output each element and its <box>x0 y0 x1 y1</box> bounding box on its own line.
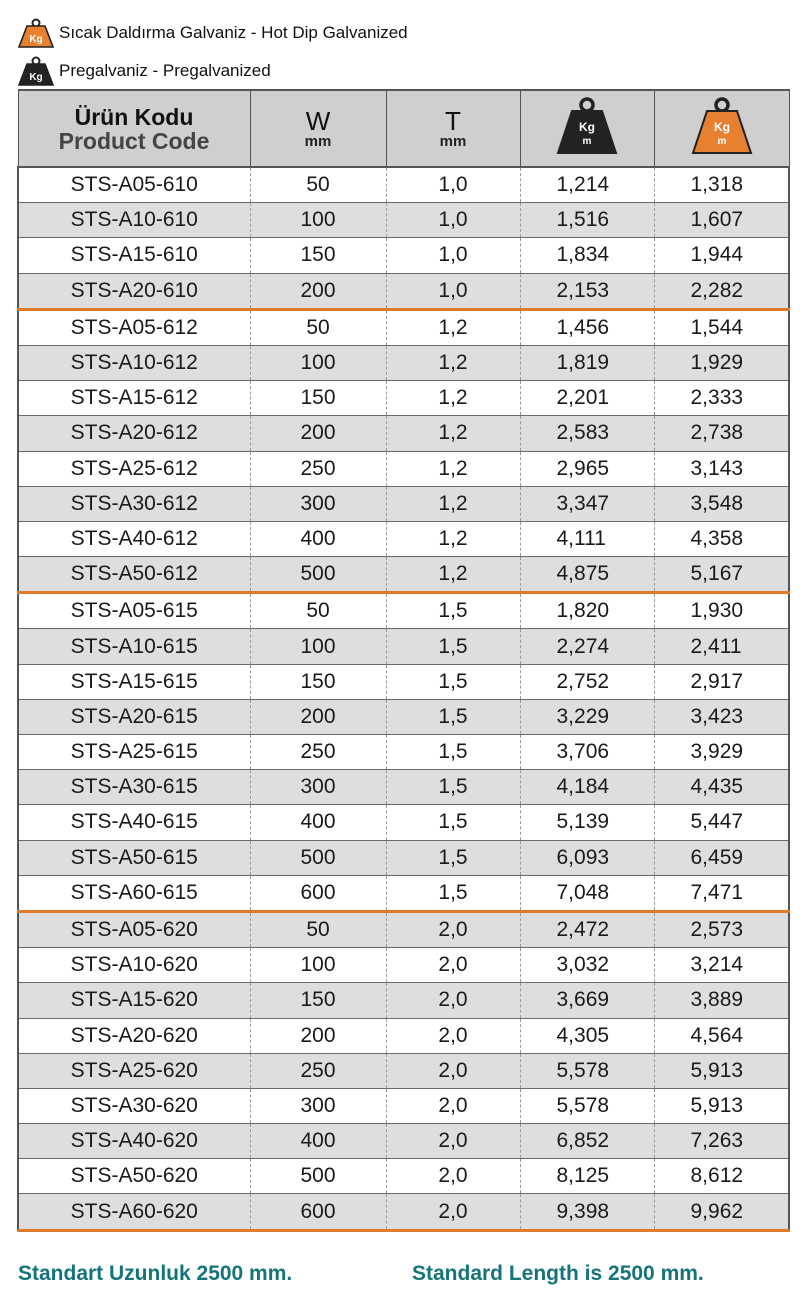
table-row <box>18 1159 789 1194</box>
cell-product-code: STS-A15-620 <box>18 983 250 1018</box>
cell-width: 100 <box>250 948 386 983</box>
cell-hot-dip-weight: 4,358 <box>654 521 789 556</box>
cell-thickness: 1,5 <box>386 629 520 664</box>
cell-product-code: STS-A40-612 <box>18 521 250 556</box>
cell-width: 50 <box>250 911 386 947</box>
cell-thickness: 1,2 <box>386 381 520 416</box>
svg-text:Kg: Kg <box>29 72 43 83</box>
cell-pregalvanized-weight: 2,472 <box>520 911 654 947</box>
table-row <box>18 770 789 805</box>
legend-hot-dip-label: Sıcak Daldırma Galvaniz - Hot Dip Galvanized <box>59 23 408 42</box>
header-pregalvanized-weight <box>520 90 654 167</box>
cell-pregalvanized-weight: 2,752 <box>520 664 654 699</box>
orange-weight-icon <box>16 18 56 48</box>
table-body <box>18 167 789 1230</box>
cell-thickness: 2,0 <box>386 983 520 1018</box>
cell-hot-dip-weight: 1,930 <box>654 593 789 629</box>
cell-width: 200 <box>250 416 386 451</box>
cell-thickness: 1,2 <box>386 309 520 345</box>
header-thickness <box>386 90 520 167</box>
cell-thickness: 2,0 <box>386 1053 520 1088</box>
table-row <box>18 1018 789 1053</box>
table-row <box>18 167 789 203</box>
cell-product-code: STS-A30-620 <box>18 1088 250 1123</box>
cell-thickness: 1,2 <box>386 521 520 556</box>
cell-product-code: STS-A05-615 <box>18 593 250 629</box>
cell-pregalvanized-weight: 9,398 <box>520 1194 654 1230</box>
header-thickness-letter: T <box>445 106 461 136</box>
cell-width: 400 <box>250 805 386 840</box>
header-hot-dip-weight <box>654 90 789 167</box>
black-weight-icon <box>555 97 619 155</box>
cell-product-code: STS-A30-615 <box>18 770 250 805</box>
cell-hot-dip-weight: 2,411 <box>654 629 789 664</box>
cell-width: 100 <box>250 203 386 238</box>
svg-text:m: m <box>717 136 726 147</box>
header-product-code-en: Product Code <box>58 127 210 154</box>
cell-width: 100 <box>250 629 386 664</box>
table-row <box>18 203 789 238</box>
cell-hot-dip-weight: 2,917 <box>654 664 789 699</box>
cell-thickness: 1,2 <box>386 486 520 521</box>
cell-product-code: STS-A10-615 <box>18 629 250 664</box>
footer-standard-length-en: Standard Length is 2500 mm. <box>412 1262 704 1285</box>
cell-pregalvanized-weight: 5,578 <box>520 1088 654 1123</box>
cell-pregalvanized-weight: 3,669 <box>520 983 654 1018</box>
header-product-code <box>18 90 250 167</box>
orange-weight-icon <box>690 97 754 155</box>
cell-pregalvanized-weight: 7,048 <box>520 875 654 911</box>
cell-width: 50 <box>250 593 386 629</box>
cell-width: 250 <box>250 1053 386 1088</box>
cell-thickness: 1,5 <box>386 770 520 805</box>
cell-pregalvanized-weight: 2,274 <box>520 629 654 664</box>
cell-thickness: 2,0 <box>386 1124 520 1159</box>
cell-width: 300 <box>250 486 386 521</box>
cell-product-code: STS-A15-610 <box>18 238 250 273</box>
svg-text:Kg: Kg <box>579 120 595 134</box>
cell-product-code: STS-A20-612 <box>18 416 250 451</box>
cell-thickness: 1,5 <box>386 875 520 911</box>
cell-hot-dip-weight: 2,282 <box>654 273 789 309</box>
legend-pregalvanized-label: Pregalvaniz - Pregalvanized <box>59 61 271 80</box>
cell-thickness: 1,2 <box>386 345 520 380</box>
cell-thickness: 2,0 <box>386 1194 520 1230</box>
cell-thickness: 1,2 <box>386 451 520 486</box>
cell-pregalvanized-weight: 1,456 <box>520 309 654 345</box>
cell-pregalvanized-weight: 3,229 <box>520 699 654 734</box>
table-row <box>18 1124 789 1159</box>
cell-product-code: STS-A60-615 <box>18 875 250 911</box>
table-row <box>18 416 789 451</box>
cell-hot-dip-weight: 9,962 <box>654 1194 789 1230</box>
cell-pregalvanized-weight: 2,201 <box>520 381 654 416</box>
product-table <box>17 89 790 1232</box>
cell-width: 50 <box>250 309 386 345</box>
table-row <box>18 593 789 629</box>
cell-hot-dip-weight: 2,738 <box>654 416 789 451</box>
legend-pregalvanized <box>16 56 271 86</box>
cell-product-code: STS-A10-612 <box>18 345 250 380</box>
cell-pregalvanized-weight: 5,139 <box>520 805 654 840</box>
header-width-letter: W <box>305 106 331 136</box>
table-row <box>18 948 789 983</box>
cell-width: 500 <box>250 1159 386 1194</box>
cell-hot-dip-weight: 1,318 <box>654 167 789 203</box>
cell-width: 600 <box>250 1194 386 1230</box>
cell-hot-dip-weight: 4,564 <box>654 1018 789 1053</box>
cell-pregalvanized-weight: 1,819 <box>520 345 654 380</box>
cell-product-code: STS-A25-612 <box>18 451 250 486</box>
cell-product-code: STS-A10-610 <box>18 203 250 238</box>
table-row <box>18 911 789 947</box>
cell-thickness: 2,0 <box>386 1159 520 1194</box>
cell-product-code: STS-A60-620 <box>18 1194 250 1230</box>
footer-standard-length-tr: Standart Uzunluk 2500 mm. <box>18 1262 293 1285</box>
table-row <box>18 983 789 1018</box>
cell-hot-dip-weight: 5,447 <box>654 805 789 840</box>
cell-hot-dip-weight: 3,929 <box>654 735 789 770</box>
table-row <box>18 699 789 734</box>
cell-width: 300 <box>250 1088 386 1123</box>
cell-product-code: STS-A20-610 <box>18 273 250 309</box>
cell-hot-dip-weight: 3,548 <box>654 486 789 521</box>
table-row <box>18 309 789 345</box>
legend-hot-dip <box>16 18 408 48</box>
cell-thickness: 1,0 <box>386 238 520 273</box>
cell-width: 300 <box>250 770 386 805</box>
cell-product-code: STS-A40-615 <box>18 805 250 840</box>
cell-pregalvanized-weight: 6,093 <box>520 840 654 875</box>
cell-pregalvanized-weight: 4,875 <box>520 557 654 593</box>
header-width-unit: mm <box>304 133 332 150</box>
cell-hot-dip-weight: 5,913 <box>654 1088 789 1123</box>
cell-thickness: 2,0 <box>386 1088 520 1123</box>
cell-width: 400 <box>250 1124 386 1159</box>
svg-text:Kg: Kg <box>29 34 43 45</box>
cell-thickness: 1,0 <box>386 203 520 238</box>
table-row <box>18 557 789 593</box>
black-weight-icon <box>16 56 56 86</box>
cell-pregalvanized-weight: 4,305 <box>520 1018 654 1053</box>
table-row <box>18 840 789 875</box>
cell-hot-dip-weight: 7,471 <box>654 875 789 911</box>
table-row <box>18 451 789 486</box>
svg-text:Kg: Kg <box>713 120 730 134</box>
table-row <box>18 1088 789 1123</box>
table-row <box>18 381 789 416</box>
cell-hot-dip-weight: 4,435 <box>654 770 789 805</box>
cell-width: 250 <box>250 735 386 770</box>
cell-product-code: STS-A05-612 <box>18 309 250 345</box>
cell-pregalvanized-weight: 1,214 <box>520 167 654 203</box>
table-row <box>18 735 789 770</box>
cell-hot-dip-weight: 1,607 <box>654 203 789 238</box>
cell-width: 150 <box>250 238 386 273</box>
cell-product-code: STS-A40-620 <box>18 1124 250 1159</box>
cell-product-code: STS-A30-612 <box>18 486 250 521</box>
cell-pregalvanized-weight: 2,583 <box>520 416 654 451</box>
cell-pregalvanized-weight: 1,820 <box>520 593 654 629</box>
svg-text:m: m <box>582 136 592 147</box>
cell-product-code: STS-A50-615 <box>18 840 250 875</box>
cell-width: 400 <box>250 521 386 556</box>
cell-thickness: 1,2 <box>386 557 520 593</box>
cell-product-code: STS-A50-620 <box>18 1159 250 1194</box>
cell-pregalvanized-weight: 3,032 <box>520 948 654 983</box>
table-row <box>18 486 789 521</box>
cell-product-code: STS-A15-615 <box>18 664 250 699</box>
cell-pregalvanized-weight: 3,706 <box>520 735 654 770</box>
cell-width: 200 <box>250 273 386 309</box>
cell-product-code: STS-A25-615 <box>18 735 250 770</box>
cell-pregalvanized-weight: 2,153 <box>520 273 654 309</box>
cell-hot-dip-weight: 3,423 <box>654 699 789 734</box>
cell-thickness: 1,2 <box>386 416 520 451</box>
cell-product-code: STS-A50-612 <box>18 557 250 593</box>
cell-hot-dip-weight: 7,263 <box>654 1124 789 1159</box>
cell-pregalvanized-weight: 8,125 <box>520 1159 654 1194</box>
table-row <box>18 805 789 840</box>
cell-pregalvanized-weight: 5,578 <box>520 1053 654 1088</box>
cell-hot-dip-weight: 1,929 <box>654 345 789 380</box>
table-row <box>18 875 789 911</box>
cell-hot-dip-weight: 3,143 <box>654 451 789 486</box>
table-header-row <box>18 90 789 167</box>
cell-thickness: 2,0 <box>386 911 520 947</box>
cell-product-code: STS-A20-615 <box>18 699 250 734</box>
cell-pregalvanized-weight: 4,184 <box>520 770 654 805</box>
table-row <box>18 273 789 309</box>
cell-width: 500 <box>250 840 386 875</box>
cell-width: 100 <box>250 345 386 380</box>
cell-hot-dip-weight: 2,333 <box>654 381 789 416</box>
table-row <box>18 1053 789 1088</box>
table-row <box>18 238 789 273</box>
cell-thickness: 1,5 <box>386 699 520 734</box>
cell-thickness: 2,0 <box>386 1018 520 1053</box>
cell-width: 150 <box>250 381 386 416</box>
header-thickness-unit: mm <box>439 133 467 150</box>
cell-product-code: STS-A15-612 <box>18 381 250 416</box>
cell-thickness: 1,0 <box>386 167 520 203</box>
cell-hot-dip-weight: 8,612 <box>654 1159 789 1194</box>
cell-width: 600 <box>250 875 386 911</box>
cell-pregalvanized-weight: 1,834 <box>520 238 654 273</box>
cell-hot-dip-weight: 5,913 <box>654 1053 789 1088</box>
cell-hot-dip-weight: 1,544 <box>654 309 789 345</box>
cell-thickness: 1,5 <box>386 840 520 875</box>
cell-pregalvanized-weight: 4,111 <box>520 521 654 556</box>
cell-pregalvanized-weight: 6,852 <box>520 1124 654 1159</box>
table-row <box>18 1194 789 1230</box>
cell-pregalvanized-weight: 3,347 <box>520 486 654 521</box>
cell-hot-dip-weight: 2,573 <box>654 911 789 947</box>
cell-hot-dip-weight: 3,889 <box>654 983 789 1018</box>
cell-width: 500 <box>250 557 386 593</box>
cell-hot-dip-weight: 3,214 <box>654 948 789 983</box>
header-width <box>250 90 386 167</box>
cell-hot-dip-weight: 6,459 <box>654 840 789 875</box>
header-product-code-tr: Ürün Kodu <box>74 103 194 130</box>
cell-thickness: 1,5 <box>386 593 520 629</box>
table-row <box>18 345 789 380</box>
cell-pregalvanized-weight: 1,516 <box>520 203 654 238</box>
cell-width: 200 <box>250 699 386 734</box>
cell-thickness: 1,5 <box>386 664 520 699</box>
cell-hot-dip-weight: 5,167 <box>654 557 789 593</box>
cell-thickness: 1,5 <box>386 735 520 770</box>
cell-width: 150 <box>250 664 386 699</box>
cell-thickness: 1,0 <box>386 273 520 309</box>
cell-width: 150 <box>250 983 386 1018</box>
cell-thickness: 1,5 <box>386 805 520 840</box>
cell-product-code: STS-A25-620 <box>18 1053 250 1088</box>
cell-thickness: 2,0 <box>386 948 520 983</box>
cell-product-code: STS-A05-620 <box>18 911 250 947</box>
cell-width: 50 <box>250 167 386 203</box>
cell-product-code: STS-A20-620 <box>18 1018 250 1053</box>
table-row <box>18 629 789 664</box>
table-row <box>18 521 789 556</box>
cell-hot-dip-weight: 1,944 <box>654 238 789 273</box>
cell-pregalvanized-weight: 2,965 <box>520 451 654 486</box>
cell-width: 250 <box>250 451 386 486</box>
cell-product-code: STS-A10-620 <box>18 948 250 983</box>
cell-product-code: STS-A05-610 <box>18 167 250 203</box>
table-row <box>18 664 789 699</box>
cell-width: 200 <box>250 1018 386 1053</box>
